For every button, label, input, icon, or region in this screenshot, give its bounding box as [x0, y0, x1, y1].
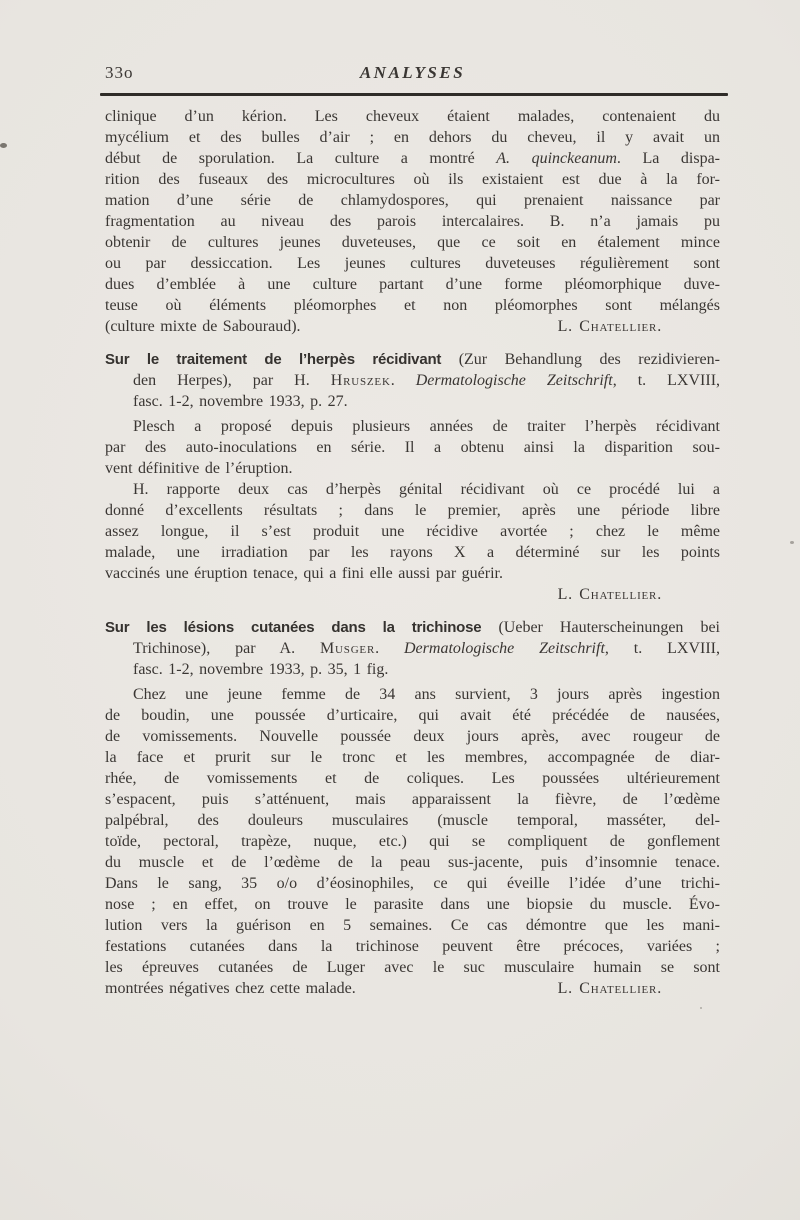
text-line	[105, 232, 720, 253]
text-segment: H. rapporte deux cas d’herpès génital récidivant où ce procédé lui a	[133, 481, 720, 498]
text-segment: la face et prurit sur le tronc et les membres, accompagnée de diar-	[105, 749, 720, 766]
text-segment: den Herpes), par H.	[133, 372, 331, 389]
text-line	[105, 437, 720, 458]
author-name: Hruszek	[330, 372, 391, 389]
text-line	[105, 705, 720, 726]
paragraph	[105, 106, 720, 337]
text-segment: mation d’une série de chlamydospores, qui prenaient naissance par	[105, 192, 720, 209]
author-signature: L. Chatellier.	[557, 980, 662, 997]
text-line	[105, 316, 720, 337]
text-line	[105, 852, 720, 873]
text-line	[105, 659, 720, 680]
scan-speck-bottom	[700, 1007, 702, 1009]
text-segment: .	[375, 640, 404, 657]
text-segment: fragmentation au niveau des parois intercalaires. B. n’a jamais pu	[105, 213, 720, 230]
text-segment: (Ueber Hauterscheinungen bei	[481, 619, 721, 636]
page-header	[105, 63, 720, 87]
text-line	[105, 416, 720, 437]
text-line	[105, 768, 720, 789]
article-title: Sur le traitement de l’herpès récidivant	[105, 351, 442, 368]
text-line	[105, 391, 720, 412]
scan-speck-right	[790, 541, 794, 544]
italic-segment: Dermatologische Zeitschrift	[415, 372, 613, 389]
text-line	[105, 684, 720, 705]
text-line	[105, 190, 720, 211]
text-line	[105, 479, 720, 500]
text-segment: ou par dessiccation. Les jeunes cultures duveteuses régulièrement sont	[105, 255, 720, 272]
text-segment: teuse où éléments pléomorphes et non pléomorphes sont mélangés	[105, 297, 720, 314]
text-segment: de vomissements. Nouvelle poussée deux jours après, avec rougeur de	[105, 728, 720, 745]
text-line	[105, 726, 720, 747]
italic-segment: A. quinckeanum	[496, 150, 617, 167]
text-segment: assez longue, il s’est produit une récidive avortée ; chez le même	[105, 523, 720, 540]
text-segment: Chez une jeune femme de 34 ans survient, 3 jours après ingestion	[133, 686, 720, 703]
text-line	[105, 747, 720, 768]
article-heading	[105, 617, 720, 680]
text-segment: vent définitive de l’éruption.	[105, 460, 293, 477]
text-line	[105, 521, 720, 542]
text-segment: Plesch a proposé depuis plusieurs années de traiter l’herpès récidivant	[133, 418, 720, 435]
text-line	[105, 349, 720, 370]
text-segment: palpébral, des douleurs musculaires (muscle temporal, masséter, del-	[105, 812, 720, 829]
text-segment: malade, une irradiation par les rayons X a déterminé sur les points	[105, 544, 720, 561]
text-line	[105, 831, 720, 852]
text-segment: les épreuves cutanées de Luger avec le suc musculaire humain se sont	[105, 959, 720, 976]
author-signature: L. Chatellier.	[557, 318, 662, 335]
text-line	[105, 295, 720, 316]
text-segment: clinique d’un kérion. Les cheveux étaient malades, contenaient du	[105, 108, 720, 125]
author-signature: L. Chatellier.	[557, 586, 662, 603]
text-segment: nose ; en effet, on trouve le parasite dans une biopsie du muscle. Évo-	[105, 896, 720, 913]
text-segment: Trichinose), par A.	[133, 640, 320, 657]
text-segment: (Zur Behandlung des rezidivieren-	[441, 351, 720, 368]
text-segment: donné d’excellents résultats ; dans le premier, après une période libre	[105, 502, 720, 519]
running-title: ANALYSES	[359, 63, 466, 82]
text-line	[105, 106, 720, 127]
paragraph	[105, 416, 720, 479]
text-line	[105, 563, 720, 584]
text-segment: par des auto-inoculations en série. Il a obtenu ainsi la disparition sou-	[105, 439, 720, 456]
text-segment: début de sporulation. La culture a montré	[105, 150, 497, 167]
text-segment: fasc. 1-2, novembre 1933, p. 35, 1 fig.	[133, 661, 389, 678]
text-line	[105, 211, 720, 232]
text-line	[105, 978, 720, 999]
text-line	[105, 584, 720, 605]
text-line	[105, 617, 720, 638]
text-line	[105, 915, 720, 936]
text-segment: Dans le sang, 35 o/o d’éosinophiles, ce qui éveille l’idée d’une trichi-	[105, 875, 720, 892]
text-line	[105, 253, 720, 274]
article-title: Sur les lésions cutanées dans la trichinose	[105, 619, 482, 636]
text-line	[105, 638, 720, 659]
text-block	[105, 106, 720, 999]
text-segment: rition des fuseaux des microcultures où ils existaient est due à la for-	[105, 171, 720, 188]
text-segment: (culture mixte de Sabouraud).	[105, 318, 301, 335]
text-segment: toïde, pectoral, trapèze, nuque, etc.) qui se compliquent de gonflement	[105, 833, 720, 850]
text-line	[105, 789, 720, 810]
text-segment: festations cutanées dans la trichinose peuvent être précoces, variées ;	[105, 938, 720, 955]
text-line	[105, 169, 720, 190]
text-segment: obtenir de cultures jeunes duveteuses, que ce soit en étalement mince	[105, 234, 720, 251]
text-segment: .	[390, 372, 416, 389]
text-line	[105, 542, 720, 563]
text-line	[105, 957, 720, 978]
text-segment: montrées négatives chez cette malade.	[105, 980, 356, 997]
paragraph	[105, 684, 720, 999]
text-segment: vaccinés une éruption tenace, qui a fini elle aussi par guérir.	[105, 565, 503, 582]
text-line	[105, 894, 720, 915]
page-number: 33o	[105, 63, 134, 82]
text-segment: de boudin, une poussée d’urticaire, qui avait été précédée de nausées,	[105, 707, 720, 724]
text-segment: , t. LXVIII,	[604, 640, 721, 657]
text-segment: fasc. 1-2, novembre 1933, p. 27.	[133, 393, 348, 410]
text-line	[105, 148, 720, 169]
text-line	[105, 274, 720, 295]
text-segment: . La dispa-	[616, 150, 720, 167]
italic-segment: Dermatologische Zeitschrift	[404, 640, 605, 657]
text-line	[105, 936, 720, 957]
header-rule	[100, 93, 728, 96]
author-name: Musger	[320, 640, 376, 657]
text-line	[105, 810, 720, 831]
text-segment: s’espacent, puis s’atténuent, mais apparaissent la fièvre, de l’œdème	[105, 791, 720, 808]
article-heading	[105, 349, 720, 412]
text-segment: , t. LXVIII,	[612, 372, 721, 389]
text-line	[105, 500, 720, 521]
text-line	[105, 370, 720, 391]
text-segment: rhée, de vomissements et de coliques. Les poussées ultérieurement	[105, 770, 720, 787]
text-line	[105, 458, 720, 479]
text-segment: mycélium et des bulles d’air ; en dehors du cheveu, il y avait un	[105, 129, 720, 146]
text-segment: du muscle et de l’œdème de la peau sus-jacente, puis d’insomnie tenace.	[105, 854, 720, 871]
text-line	[105, 873, 720, 894]
text-segment: lution vers la guérison en 5 semaines. Ce cas démontre que les mani-	[105, 917, 720, 934]
scan-speck-left	[0, 143, 7, 148]
text-line	[105, 127, 720, 148]
paragraph	[105, 479, 720, 605]
text-segment: dues d’emblée à une culture partant d’une forme pléomorphique duve-	[105, 276, 720, 293]
